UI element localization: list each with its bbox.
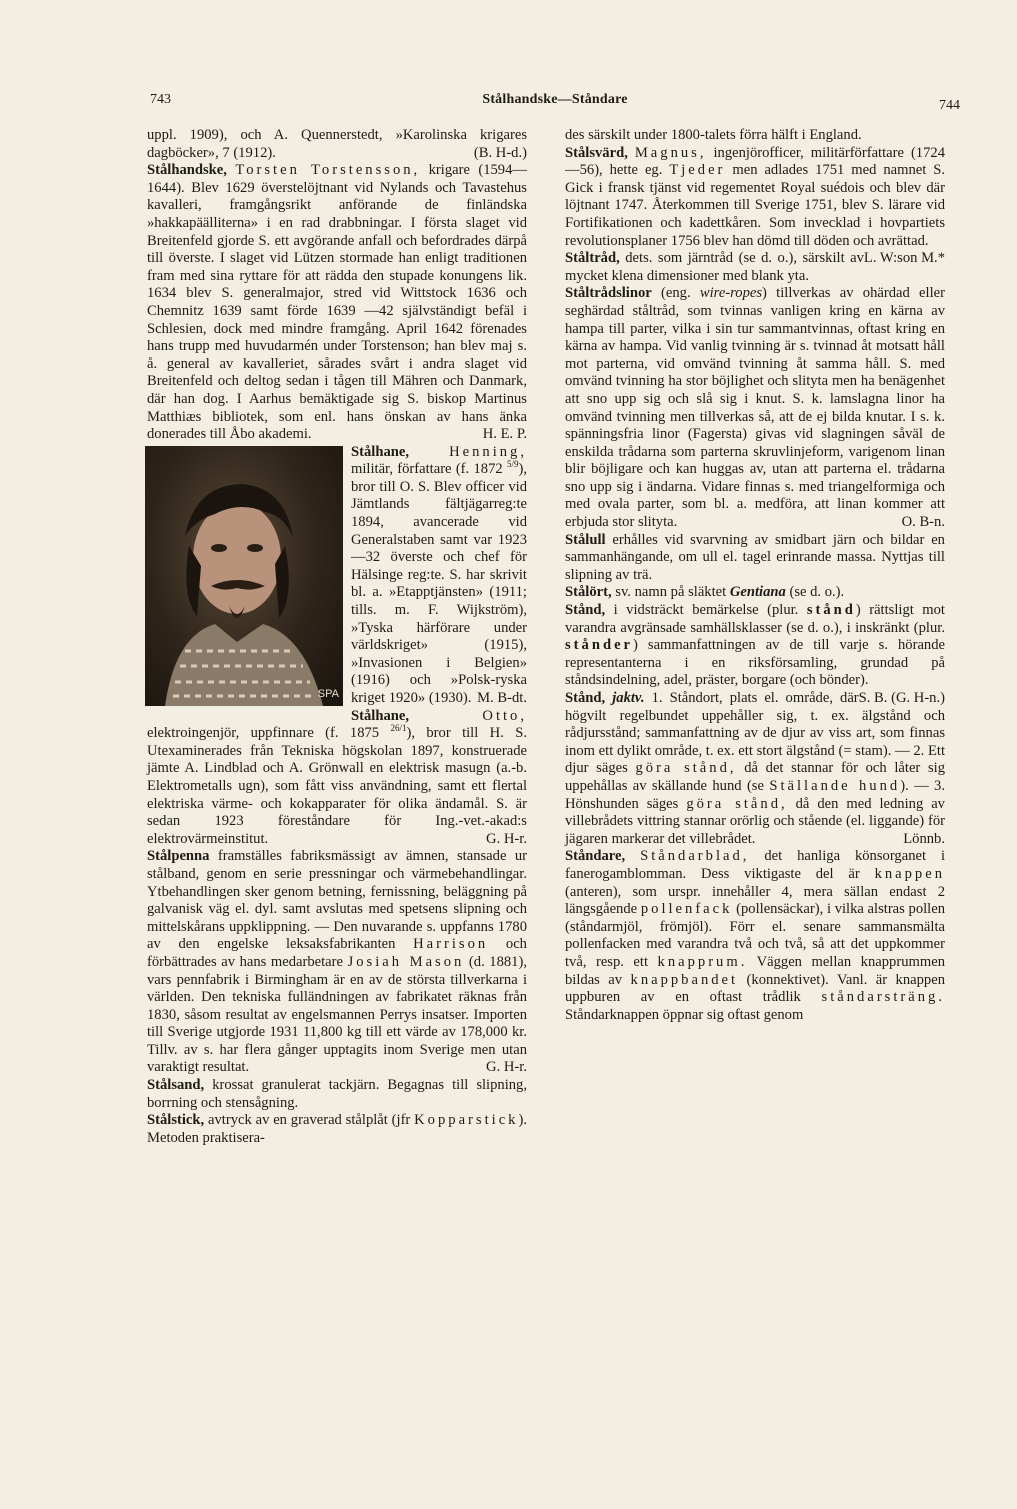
headword: Stålsand, [147, 1077, 205, 1094]
headword: Stålhane, [351, 707, 409, 724]
person-name: Otto, [482, 707, 527, 724]
entry-stalsvard: Stålsvärd, Magnus, ingenjörofficer, militärförfattare (1724—56), hette eg. Tjeder men adlades 1751 med namnet S. Gick i fransk tjänst vid regementet Royal suédois och blev där löjtnant 1747. Återkommen till Sverige 1751, blev S. lärare vid Fortifikationen och kadettkåren. Som invecklad i hovpartiets revolutionsplaner 1756 blev han dömd till döden och avrättad. L. W:son M.* [565, 144, 946, 267]
entry-stalort: Stålört, sv. namn på släktet Gentiana (se d. o.). [565, 584, 845, 601]
page-number-left: 743 [150, 92, 171, 107]
person-name: Henning, [449, 443, 527, 460]
headword: Stålört, [565, 584, 612, 601]
entry-staltradslinor: Ståltrådslinor (eng. wire-ropes) tillverkas av ohärdad eller seghärdad ståltråd, som tvinnas vanligen kring en kärna av hampa till parter, vilka i sin tur sammantvinnas, oftast kring en kärna av hampa. Vid vanlig tvinning är s. tvinnad åt motsatt håll mot parterna, vid omvänd tvinning åt samma håll. S. med omvänd tvinning ha stor böjlighet och slityta men ha benägenhet att sno upp sig och slå sig i knut. S. k. lamslagna linor ha omvänd tvinning men tillverkas så, att de ej bilda knutar. I s. k. spänningsfria linor (Fagersta) givas vid slagningen såväl de enskilda trådarna som parterna skruvlinjeform, varigenom linan blir böjligare och kan huggas av, utan att parterna el. trådarna sno upp sig i ändarna. Vidare finnas s. med triangelformiga och med ovala parter, som bl. a. medföra, att linan kommer att erbjuda stor slityta. O. B-n. [565, 285, 945, 531]
headword: Ståndare, [565, 848, 626, 865]
entry-stalhane-otto: Stålhane, Otto, elektroingenjör, uppfinnare (f. 1875 $^{26/1}$), bror till H. S. Utexaminerades från Tekniska högskolan 1897, konstruerade jämte A. Lindblad och A. Grönwall en elektrisk masugn (a.-b. Elektrometalls ugn), som fått viss användning, samt ett flertal elektriska värme- och kokapparater för olika ändamål. S. är sedan 1923 föreståndare för Ing.-vet.-akad:s elektrovärmeinstitut. G. H-r. [147, 707, 527, 847]
author-signature: S. B. (G. H-n.) [858, 690, 945, 706]
headword: Stålpenna [147, 848, 210, 865]
entry-stalpenna: Stålpenna framställes fabriksmässigt av ämnen, stansade ur stålband, genom en serie pressningar och värmebehandlingar. Ytbehandlingen sker genom betning, fernissning, beläggning på galvanisk väg el. dyl. samt avslutas med spetsens slipning och mittelskårans uppklippning. — Den nuvarande s. uppfanns 1780 av den engelske leksaksfabrikanten Harrison och förbättrades av hans medarbetare Josiah Mason (d. 1881), vars pennfabrik i Birmingham är en av de största tillverkarna i världen. Den tekniska fulländningen av fabrikatet räknas från 1830, såsom resultat av engelsmannen Perrys insatser. Importen till Sverige utgjorde 1931 11,800 kg till ett värde av 178,000 kr. Tillv. av s. har flera gånger upptagits inom Sverige men utan varaktigt resultat. G. H-r. [147, 848, 527, 1076]
entry-stand: Stånd, i vidsträckt bemärkelse (plur. stånd) rättsligt mot varandra avgränsade samhällsklasser (se d. o.), i inskränkt (plur. stånder) sammanfattningen av de till varje s. hörande representanterna i en riksförsamling, grundad på ståndsindelning, adel, präster, borgare (och bönder). S. B. (G. H-n.) [565, 602, 945, 706]
photo-credit: SPA [317, 688, 339, 701]
page-header [150, 92, 960, 118]
author-signature: O. B-n. [901, 514, 945, 531]
portrait-illustration [145, 446, 343, 706]
running-title: Stålhandske—Ståndare [482, 92, 628, 107]
author-signature: (B. H-d.) [473, 144, 527, 161]
entry-stalstick: Stålstick, avtryck av en graverad stålplåt (jfr Kopparstick). Metoden praktisera- [147, 1112, 527, 1146]
portrait-image [145, 446, 343, 706]
entry-continuation: des särskilt under 1800-talets förra hälft i England. [565, 127, 862, 143]
headword: Ståltråd, [565, 250, 620, 267]
author-signature: L. W:son M.* [863, 250, 945, 267]
author-signature: Lönnb. [903, 830, 945, 847]
headword: Stånd, [565, 602, 606, 619]
headword: Ståltrådslinor [565, 285, 652, 302]
person-name: Magnus, [634, 144, 707, 161]
headword: Stålhandske, [147, 162, 227, 179]
person-name: Torsten Torstensson, [235, 162, 421, 179]
author-signature: H. E. P. [482, 426, 527, 443]
headword: Stålull [565, 531, 606, 548]
cross-reference: Kopparstick [414, 1112, 519, 1129]
entry-stalhandske: Stålhandske, Torsten Torstensson, krigare (1594—1644). Blev 1629 överstelöjtnant vid Nylands och Tavastehus kavalleri, framgångsrikt anförande de finländska »hakkapäälliterna» i en rad drabbningar. I första slaget vid Breitenfeld gjorde S. ett avgörande anfall och befordrades därpå till överste. I slaget vid Lützen stormade han enligt traditionen fram med sina ryttare för att rädda den stupade konungens lik. 1634 blev S. generalmajor, stred vid Wittstock 1636 och Chemnitz 1639 samt förde 1639 —42 självständigt befäl i Schlesien, dock med mindre framgång. April 1642 förenades hans trupp med huvudarmén under Torstenson; han blev maj s. å. general av kavalleriet, sårades svårt i andra slaget vid Breitenfeld och deltog sedan i tågen till Mähren och Danmark, där han dog. I Aarhus bemäktigade sig S. biskop Martinus Matthiæs bibliotek, som enl. hans önskan av hans änka donerades till Åbo akademi. H. E. P. [147, 162, 527, 443]
entry-stalull: Stålull erhålles vid svarvning av smidbart järn och bildar en sammanhängande, om ull el. tagel erinrande massa. Nyttjas till slipning av trä. [565, 531, 945, 583]
entry-standare: Ståndare, Ståndarblad, det hanliga könsorganet i fanerogamblomman. Dess viktigaste del är knappen (anteren), som urspr. innehåller 4, mera sällan endast 2 längsgående pollenfack (pollensäckar), i vilka alstras pollen (ståndarmjöl, frömjöl). Förr el. senare sammansmälta pollenfacken med varandra två och två, så att det uppkommer två, resp. ett knapprum. Väggen mellan knapprummen bildas av knappbandet (konnektivet). Vanl. är knappen uppburen av en oftast trådlik ståndarsträng. Ståndarknappen öppnar sig oftast genom [565, 848, 946, 1023]
entry-staltrad: Ståltråd, dets. som järntråd (se d. o.), särskilt av mycket klena dimensioner med blank yta. [565, 250, 864, 284]
entry-stalsand: Stålsand, krossat granulerat tackjärn. Begagnas till slipning, borrning och stensågning. [147, 1077, 528, 1111]
entry-stand-jaktv: Stånd, jaktv. 1. Ståndort, plats el. område, där högvilt regelbundet uppehåller sig, t. ex. älgstånd och rådjursstånd; sammanfattning av de djur av viss art, som finnas inom ett dylikt område, t. ex. ett stort älgstånd (= stam). — 2. Ett djur säges göra stånd, då det stannar för och låter sig uppehållas av skällande hund (se Ställande hund). — 3. Hönshunden säges göra stånd, då den med ledning av villebrådets vittring stannar orörlig och stående (el. liggande) för jägaren markerar det villebrådet. Lönnb. [565, 690, 945, 847]
left-column [147, 127, 527, 1147]
author-signature: G. H-r. [486, 830, 527, 847]
author-signature: G. H-r. [486, 1059, 527, 1076]
entry-stalhane-henning: Stålhane, Henning, militär, författare (f. 1872 $^{5/9}$), bror till O. S. Blev officer vid Jämtlands fältjägarreg:te 1894, avancerade vid Generalstaben samt var 1923—32 överste och chef för Hälsinge reg:te. S. har skrivit bl. a. »Etapptjänsten» (1911; tills. m. F. Wijkström), »Tyska härförare under världskriget» (1915), »Invasionen i Belgien» (1916) och »Polsk-ryska kriget 1920» (1930). M. B-dt. [351, 443, 527, 706]
headword: Stålsvärd, [565, 144, 628, 161]
page-number-right: 744 [939, 98, 960, 113]
headword: Stånd, [565, 690, 606, 706]
author-signature: M. B-dt. [477, 690, 527, 706]
headword: Stålstick, [147, 1112, 205, 1129]
entry-continuation: uppl. 1909), och A. Quennerstedt, »Karolinska krigares dagböcker», 7 (1912). (B. H-d.) [147, 127, 527, 161]
right-column [565, 127, 945, 1024]
headword: Stålhane, [351, 443, 409, 460]
